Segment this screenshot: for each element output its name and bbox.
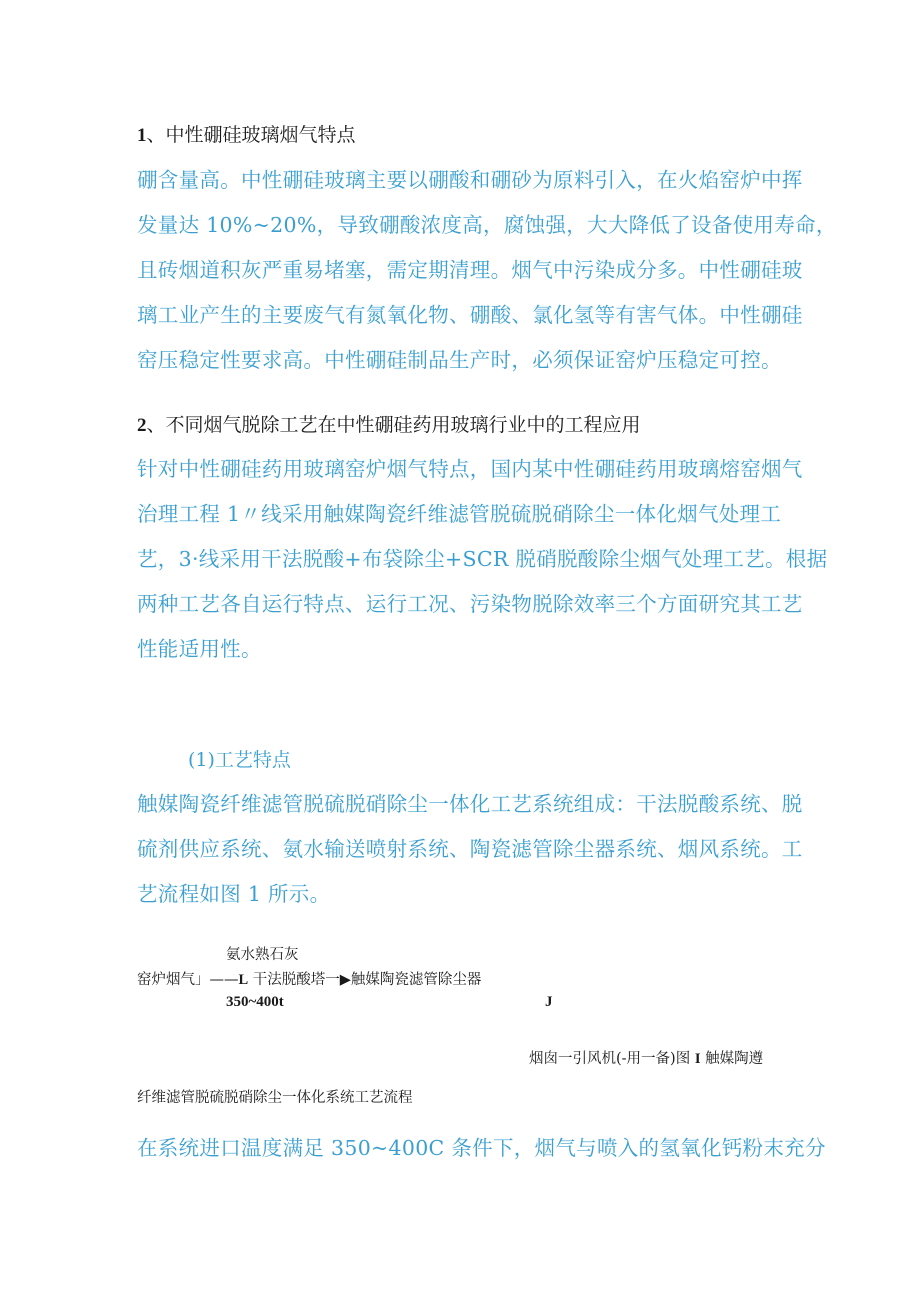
- figure-flow-marker: L: [238, 972, 249, 988]
- section-2-title: 、不同烟气脱除工艺在中性硼硅药用玻璃行业中的工程应用: [146, 414, 641, 436]
- section-1-paragraph: [137, 158, 837, 383]
- paragraph-line: 且砖烟道积灰严重易堵塞，需定期清理。烟气中污染成分多。中性硼硅玻: [137, 258, 803, 282]
- paragraph-line: 针对中性硼硅药用玻璃窑炉烟气特点，国内某中性硼硅药用玻璃熔窑烟气: [137, 457, 803, 481]
- paragraph-line: 发量达 10%~20%，导致硼酸浓度高，腐蚀强，大大降低了设备使用寿命，: [137, 213, 837, 237]
- paragraph-line: 窑压稳定性要求高。中性硼硅制品生产时，必须保证窑炉压稳定可控。: [137, 348, 782, 372]
- section-1-title: 、中性硼硅玻璃烟气特点: [146, 124, 356, 146]
- paragraph-line: 治理工程 1〃线采用触媒陶瓷纤维滤管脱硫脱硝除尘一体化烟气处理工: [137, 502, 782, 526]
- section-2-number: 2: [137, 415, 147, 436]
- figure-flow-line: [137, 968, 481, 989]
- figure-flow-suffix: 干法脱酸塔一▶触媒陶瓷滤管除尘器: [248, 972, 482, 988]
- section-1-number: 1: [137, 125, 147, 146]
- figure-caption-right-a: 烟囱一引风机(-用一备)图: [529, 1051, 695, 1067]
- paragraph-line: 硼含量高。中性硼硅玻璃主要以硼酸和硼砂为原料引入，在火焰窑炉中挥: [137, 168, 803, 192]
- paragraph-line: 触媒陶瓷纤维滤管脱硫脱硝除尘一体化工艺系统组成：干法脱酸系统、脱: [137, 792, 803, 816]
- paragraph-line: 性能适用性。: [137, 637, 262, 661]
- figure-caption-right: [529, 1047, 763, 1068]
- subsection-heading: (1)工艺特点: [188, 749, 291, 771]
- paragraph-line: 璃工业产生的主要废气有氮氧化物、硼酸、氯化氢等有害气体。中性硼硅: [137, 303, 803, 327]
- figure-caption-marker: I: [694, 1051, 701, 1067]
- section-4-paragraph: [137, 1126, 826, 1171]
- section-1-heading: [137, 120, 356, 147]
- figure-top-label: 氨水熟石灰: [226, 947, 299, 963]
- figure-j-mark: J: [545, 994, 553, 1010]
- figure-temperature: 350~400t: [226, 994, 284, 1010]
- paragraph-line: 硫剂供应系统、氨水输送喷射系统、陶瓷滤管除尘器系统、烟风系统。工: [137, 837, 803, 861]
- figure-flow-prefix: 窑炉烟气」——: [137, 972, 239, 988]
- paragraph-line: 在系统进口温度满足 350~400C 条件下，烟气与喷入的氢氧化钙粉末充分: [137, 1136, 826, 1160]
- section-3-paragraph: [137, 782, 803, 917]
- paragraph-line: 艺流程如图 1 所示。: [137, 882, 331, 906]
- paragraph-line: 两种工艺各自运行特点、运行工况、污染物脱除效率三个方面研究其工艺: [137, 592, 803, 616]
- figure-caption-left: 纤维滤管脱硫脱硝除尘一体化系统工艺流程: [137, 1090, 413, 1106]
- section-2-heading: [137, 410, 641, 437]
- paragraph-line: 艺，3·线采用干法脱酸+布袋除尘+SCR 脱硝脱酸除尘烟气处理工艺。根据: [137, 547, 828, 571]
- section-2-paragraph: [137, 447, 828, 672]
- figure-caption-right-b: 触媒陶遵: [700, 1051, 764, 1067]
